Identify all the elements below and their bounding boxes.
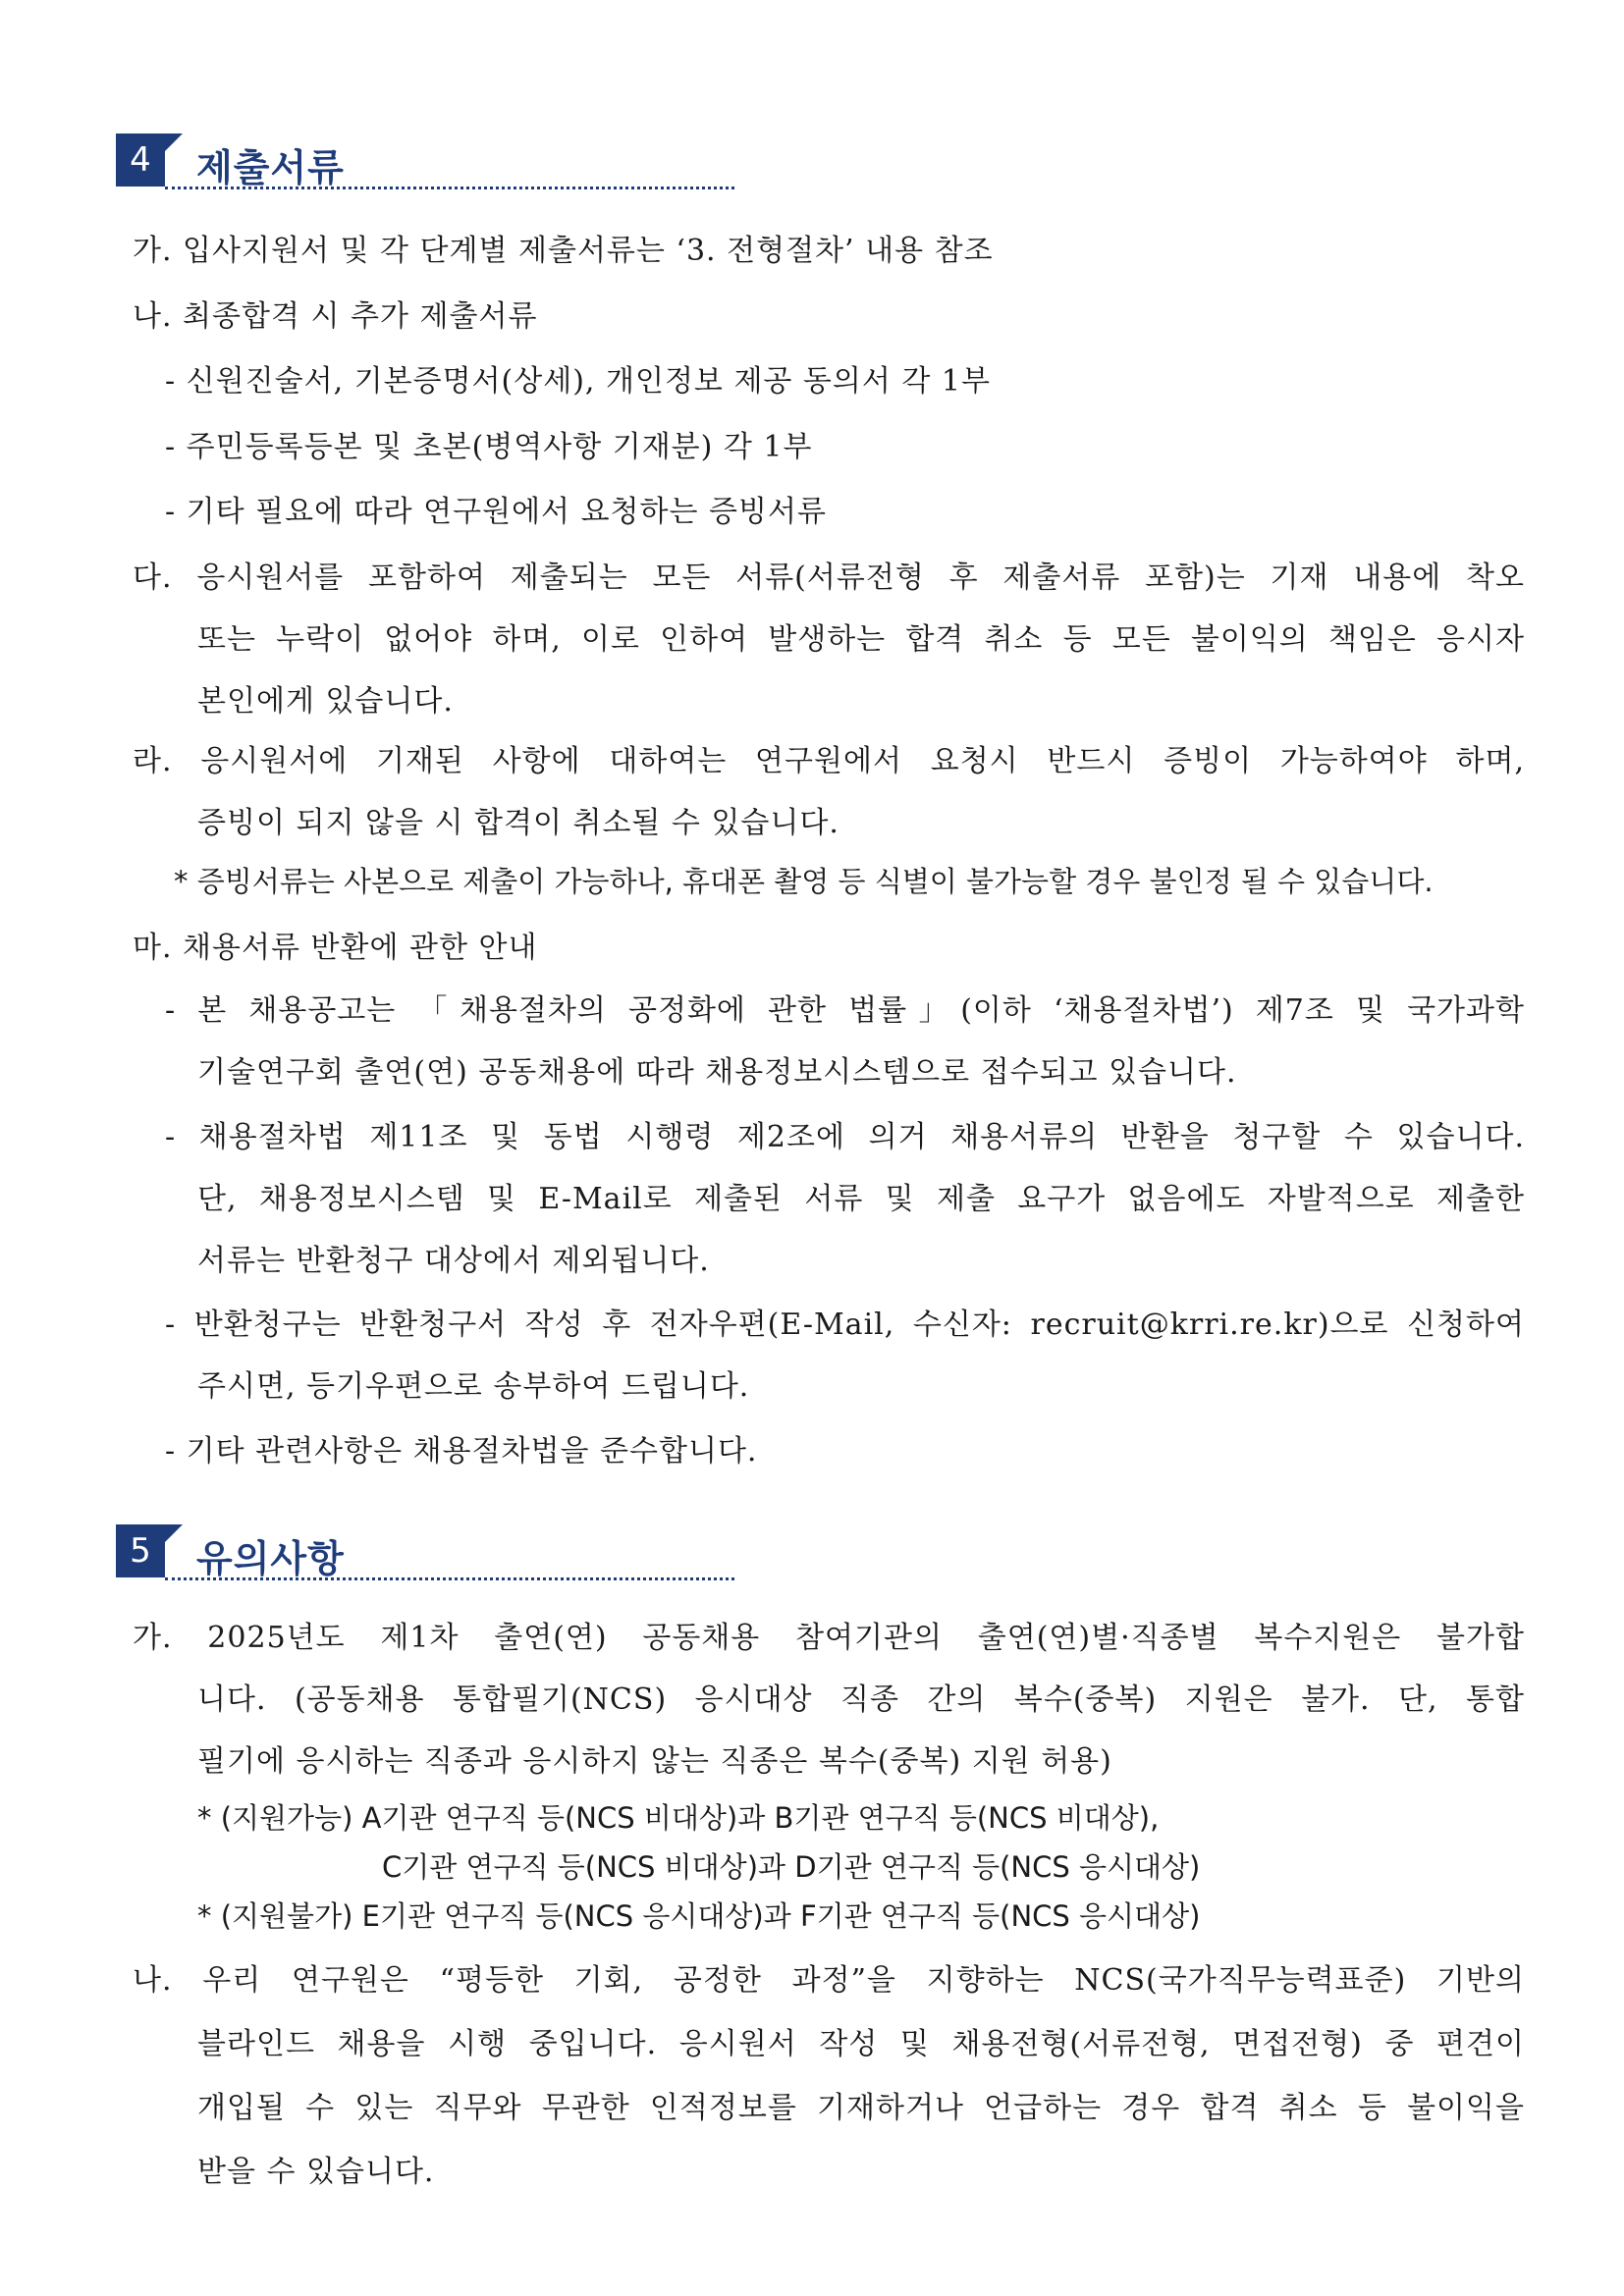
sub-item: - 주민등록등본 및 초본(병역사항 기재분) 각 1부: [165, 430, 813, 464]
item-ga-line: 가. 2025년도 제1차 출연(연) 공동채용 참여기관의 출연(연)별·직종별 복수지원은 불가합: [133, 1621, 1525, 1655]
item-da-line: 또는 누락이 없어야 하며, 이로 인하여 발생하는 합격 취소 등 모든 불이익의 책임은 응시자: [197, 622, 1525, 657]
sub-item: - 채용절차법 제11조 및 동법 시행령 제2조에 의거 채용서류의 반환을 청구할 수 있습니다.: [165, 1120, 1525, 1154]
item-ga-line: 니다. (공동채용 통합필기(NCS) 응시대상 직종 간의 복수(중복) 지원은 불가. 단, 통합: [197, 1682, 1525, 1717]
sub-item: - 신원진술서, 기본증명서(상세), 개인정보 제공 동의서 각 1부: [165, 364, 991, 399]
section-corner-marker: [165, 133, 183, 151]
sub-item-cont: 기술연구회 출연(연) 공동채용에 따라 채용정보시스템으로 접수되고 있습니다.: [197, 1055, 1237, 1090]
section-corner-marker: [165, 1524, 183, 1542]
sub-item: - 반환청구는 반환청구서 작성 후 전자우편(E-Mail, 수신자: recruit@krri.re.kr)으로 신청하여: [165, 1308, 1525, 1342]
item-da-line: 다. 응시원서를 포함하여 제출되는 모든 서류(서류전형 후 제출서류 포함)는 기재 내용에 착오: [133, 561, 1525, 595]
section-underline: [165, 187, 734, 189]
sub-item: - 기타 관련사항은 채용절차법을 준수합니다.: [165, 1434, 758, 1468]
section-title: 제출서류: [196, 146, 345, 189]
item-na-line: 개입될 수 있는 직무와 무관한 인적정보를 기재하거나 언급하는 경우 합격 취소 등 불이익을: [197, 2091, 1525, 2125]
item-na-line: 블라인드 채용을 시행 중입니다. 응시원서 작성 및 채용전형(서류전형, 면접전형) 중 편견이: [197, 2027, 1525, 2061]
item-ga-line: 필기에 응시하는 직종과 응시하지 않는 직종은 복수(중복) 지원 허용): [197, 1744, 1112, 1779]
item-na-line: 받을 수 있습니다.: [197, 2155, 435, 2189]
section-number: 4: [116, 133, 165, 187]
sub-item-cont: 주시면, 등기우편으로 송부하여 드립니다.: [197, 1369, 750, 1404]
note: * (지원가능) A기관 연구직 등(NCS 비대상)과 B기관 연구직 등(NCS 비대상),: [197, 1801, 1160, 1835]
section-number: 5: [116, 1524, 165, 1577]
sub-item: - 본 채용공고는 「채용절차의 공정화에 관한 법률」(이하 ‘채용절차법’) 제7조 및 국가과학: [165, 993, 1525, 1028]
item-da-line: 본인에게 있습니다.: [197, 684, 454, 719]
sub-item-cont: 단, 채용정보시스템 및 E-Mail로 제출된 서류 및 제출 요구가 없음에도 자발적으로 제출한: [197, 1182, 1525, 1216]
item-ma: 마. 채용서류 반환에 관한 안내: [133, 931, 538, 965]
section-underline: [165, 1577, 734, 1580]
item-na: 나. 최종합격 시 추가 제출서류: [133, 299, 538, 334]
note: * (지원불가) E기관 연구직 등(NCS 응시대상)과 F기관 연구직 등(NCS 응시대상): [197, 1899, 1201, 1933]
sub-item: - 기타 필요에 따라 연구원에서 요청하는 증빙서류: [165, 495, 827, 529]
section-title: 유의사항: [196, 1537, 345, 1580]
item-ra-line: 증빙이 되지 않을 시 합격이 취소될 수 있습니다.: [197, 806, 839, 840]
item-ra-line: 라. 응시원서에 기재된 사항에 대하여는 연구원에서 요청시 반드시 증빙이 가능하여야 하며,: [133, 744, 1525, 778]
sub-item-cont: 서류는 반환청구 대상에서 제외됩니다.: [197, 1244, 710, 1278]
note: * 증빙서류는 사본으로 제출이 가능하나, 휴대폰 촬영 등 식별이 불가능할 경우 불인정 될 수 있습니다.: [174, 865, 1434, 898]
item-na-line: 나. 우리 연구원은 “평등한 기회, 공정한 과정”을 지향하는 NCS(국가직무능력표준) 기반의: [133, 1963, 1525, 1998]
item-ga: 가. 입사지원서 및 각 단계별 제출서류는 ‘3. 전형절차’ 내용 참조: [133, 234, 994, 268]
note-cont: C기관 연구직 등(NCS 비대상)과 D기관 연구직 등(NCS 응시대상): [382, 1850, 1201, 1884]
